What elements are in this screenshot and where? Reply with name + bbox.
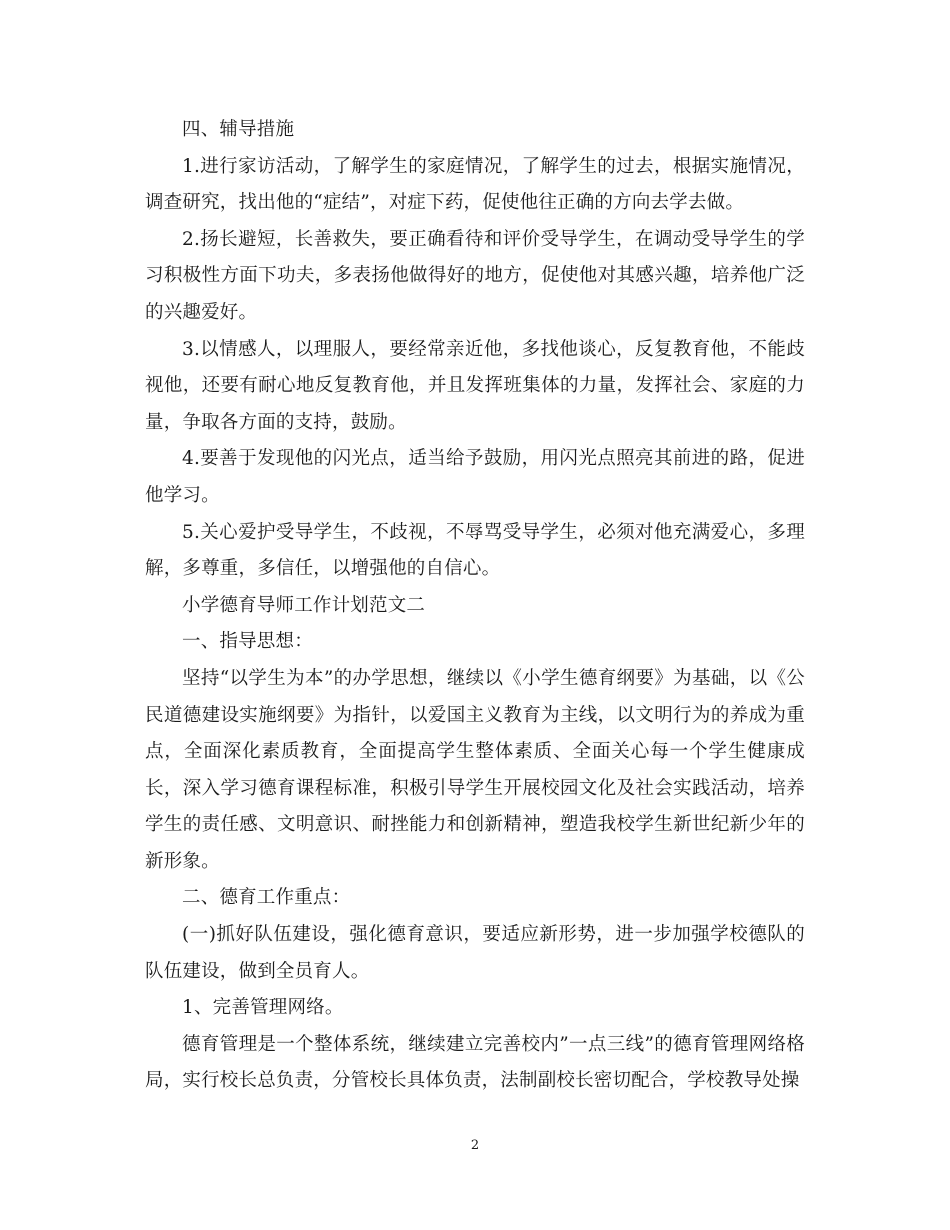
section-heading-guiding-ideology: 一、指导思想： [182,631,313,653]
measure-item-2: 2.扬长避短，长善救失，要正确看待和评价受导学生，在调动受导学生的学习积极性方面下功夫，多表扬他做得好的地方，促使他对其感兴趣，培养他广泛的兴趣爱好。 [145,228,805,323]
section-heading-work-focus: 二、德育工作重点： [182,887,351,909]
sample-title: 小学德育导师工作计划范文二 [182,594,426,616]
measure-item-5: 5.关心爱护受导学生，不歧视，不辱骂受导学生，必须对他充满爱心，多理解，多尊重，多信任，以增强他的自信心。 [145,521,805,580]
subsection-heading-management-network: 1、完善管理网络。 [182,997,344,1019]
measure-item-1: 1.进行家访活动，了解学生的家庭情况，了解学生的过去，根据实施情况，调查研究，找出他的“症结”，对症下药，促使他往正确的方向去学去做。 [145,155,805,214]
measure-item-3: 3.以情感人，以理服人，要经常亲近他，多找他谈心，反复教育他，不能歧视他，还要有耐心地反复教育他，并且发挥班集体的力量，发挥社会、家庭的力量，争取各方面的支持，鼓励。 [145,338,805,433]
guiding-ideology-paragraph: 坚持“以学生为本”的办学思想，继续以《小学生德育纲要》为基础，以《公民道德建设实施纲要》为指针，以爱国主义教育为主线，以文明行为的养成为重点，全面深化素质教育，全面提高学生整体素质、全面关心每一个学生健康成长，深入学习德育课程标准，积极引导学生开展校园文化及社会实践活动，培养学生的责任感、文明意识、耐挫能力和创新精神，塑造我校学生新世纪新少年的新形象。 [145,667,805,872]
section-heading-guidance-measures: 四、辅导措施 [182,119,295,140]
management-network-paragraph: 德育管理是一个整体系统，继续建立完善校内”一点三线”的德育管理网络格局，实行校长总负责，分管校长具体负责，法制副校长密切配合，学校教导处操 [145,1033,805,1092]
page-number: 2 [470,1138,480,1153]
measure-item-4: 4.要善于发现他的闪光点，适当给予鼓励，用闪光点照亮其前进的路，促进他学习。 [145,448,805,506]
work-focus-item-1: (一)抓好队伍建设，强化德育意识，要适应新形势，进一步加强学校德队的队伍建设，做到全员育人。 [145,924,805,982]
document-body [145,112,805,1100]
